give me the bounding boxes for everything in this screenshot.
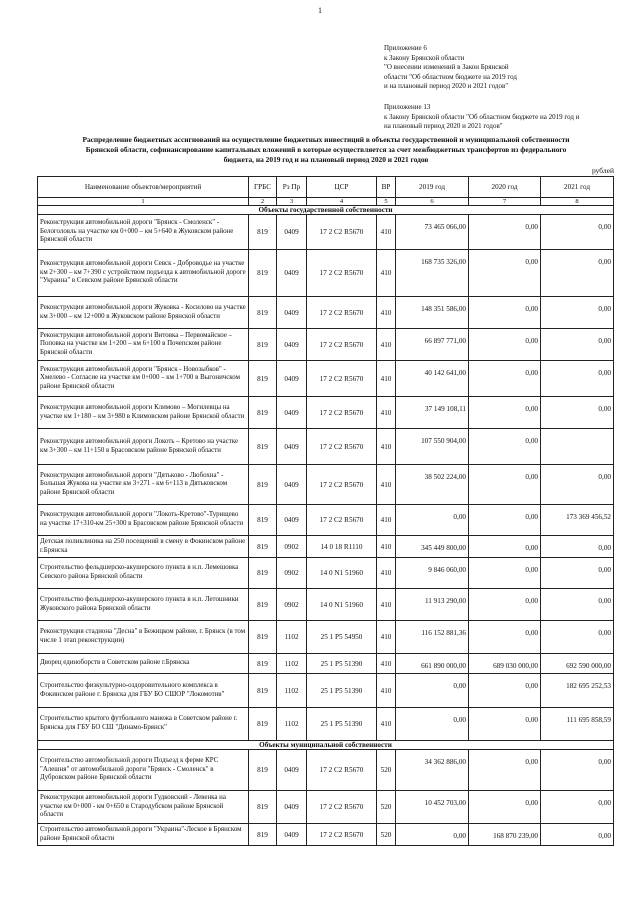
cell-2020: 0,00	[469, 215, 541, 250]
cell-2020: 0,00	[469, 361, 541, 397]
cell-vr: 410	[377, 297, 396, 329]
table-row	[38, 750, 614, 791]
cell-rzpr: 0902	[277, 589, 307, 621]
column-number-row	[38, 198, 614, 206]
cell-csr: 17 2 С2 R5670	[307, 215, 377, 250]
column-number: 1	[38, 198, 249, 206]
cell-rzpr: 0409	[277, 791, 307, 824]
cell-vr: 410	[377, 250, 396, 297]
cell-vr: 410	[377, 674, 396, 708]
cell-object-name: Строительство автомобильной дороги Подъезд к ферме КРС "Алешня" от автомобильной дороги "Брянск - Смоленск" в Дубровском районе Брянской области	[38, 750, 249, 791]
cell-object-name: Строительство крытого футбольного манежа в Советском районе г. Брянска для ГБУ БО СШ "Динамо-Брянск"	[38, 708, 249, 741]
cell-2021: 0,00	[541, 824, 614, 846]
currency-unit: рублей	[592, 166, 615, 175]
header-2021: 2021 год	[541, 177, 614, 198]
cell-object-name: Реконструкция автомобильной дороги Локоть – Кретово на участке км 3+300 – км 11+150 в Брасовском районе Брянской области	[38, 429, 249, 465]
section-title: Объекты государственной собственности	[38, 206, 614, 215]
cell-grbs: 819	[249, 750, 277, 791]
cell-vr: 410	[377, 215, 396, 250]
cell-rzpr: 0409	[277, 824, 307, 846]
cell-csr: 17 2 С2 R5670	[307, 505, 377, 536]
cell-2020: 0,00	[469, 505, 541, 536]
cell-vr: 410	[377, 329, 396, 361]
table-row	[38, 397, 614, 429]
cell-2019: 10 452 703,00	[396, 791, 469, 824]
cell-2021: 0,00	[541, 250, 614, 297]
appendix-line: Приложение 13	[384, 103, 431, 111]
appendix-6-note	[384, 44, 517, 92]
cell-object-name: Реконструкция автомобильной дороги Гудковский - Левенка на участке км 0+000 - км 0+650 в Стародубском районе Брянской области	[38, 791, 249, 824]
cell-2020: 168 870 239,00	[469, 824, 541, 846]
appendix-line: области "Об областном бюджете на 2019 год	[384, 72, 517, 81]
cell-2021: 111 695 858,59	[541, 708, 614, 741]
cell-csr: 25 1 P5 51390	[307, 708, 377, 741]
appendix-line: и на плановый период 2020 и 2021 годов"	[384, 82, 509, 90]
cell-object-name: Строительство фельдшерско-акушерского пункта в н.п. Летошники Жуковского района Брянской области	[38, 589, 249, 621]
cell-vr: 410	[377, 589, 396, 621]
column-number: 2	[249, 198, 277, 206]
cell-csr: 17 2 С2 R5670	[307, 750, 377, 791]
cell-2019: 168 735 326,00	[396, 250, 469, 297]
appendix-line: к Закону Брянской области	[384, 53, 465, 62]
header-2019: 2019 год	[396, 177, 469, 198]
cell-object-name: Строительство фельдшерско-акушерского пункта в н.п. Лемешовка Севского района Брянской области	[38, 558, 249, 589]
cell-rzpr: 0409	[277, 465, 307, 505]
cell-2019: 66 897 771,00	[396, 329, 469, 361]
cell-2021: 0,00	[541, 361, 614, 397]
cell-grbs: 819	[249, 397, 277, 429]
cell-vr: 520	[377, 750, 396, 791]
cell-grbs: 819	[249, 674, 277, 708]
cell-grbs: 819	[249, 589, 277, 621]
cell-2021: 0,00	[541, 558, 614, 589]
cell-2020: 0,00	[469, 465, 541, 505]
cell-rzpr: 0409	[277, 429, 307, 465]
cell-csr: 17 2 С2 R5670	[307, 361, 377, 397]
cell-object-name: Реконструкция автомобильной дороги Севск - Доброводье на участке км 2+300 – км 7+390 с устройством подъезда к автомобильной дороге "Украина" в Севском районе Брянской области	[38, 250, 249, 297]
cell-2020: 0,00	[469, 536, 541, 558]
column-number: 8	[541, 198, 614, 206]
cell-2021: 0,00	[541, 215, 614, 250]
header-vr: ВР	[377, 177, 396, 198]
cell-csr: 17 2 С2 R5670	[307, 250, 377, 297]
cell-rzpr: 0902	[277, 536, 307, 558]
cell-2021: 0,00	[541, 791, 614, 824]
cell-2019: 0,00	[396, 824, 469, 846]
cell-rzpr: 1102	[277, 708, 307, 741]
table-body	[38, 206, 614, 846]
cell-vr: 520	[377, 791, 396, 824]
cell-object-name: Дворец единоборств в Советском районе г.Брянска	[38, 654, 249, 674]
cell-2019: 40 142 641,00	[396, 361, 469, 397]
cell-vr: 410	[377, 505, 396, 536]
cell-vr: 410	[377, 536, 396, 558]
column-number: 3	[277, 198, 307, 206]
table-row	[38, 429, 614, 465]
cell-2020: 0,00	[469, 558, 541, 589]
page-number: 1	[318, 6, 322, 15]
cell-2019: 345 449 800,00	[396, 536, 469, 558]
cell-2019: 37 149 108,11	[396, 397, 469, 429]
cell-2019: 11 913 290,00	[396, 589, 469, 621]
title-line: Брянской области, софинансирование капитальных вложений в которые осуществляется за счет межбюджетных трансфертов из федерального	[85, 145, 567, 154]
cell-object-name: Реконструкция автомобильной дороги Витовка – Первомайское – Поповка на участке км 1+200 – км 6+100 в Почепском районе Брянской области	[38, 329, 249, 361]
cell-grbs: 819	[249, 505, 277, 536]
table-row	[38, 215, 614, 250]
cell-2020: 689 030 000,00	[469, 654, 541, 674]
cell-2021: 692 590 000,00	[541, 654, 614, 674]
section-row	[38, 741, 614, 750]
cell-grbs: 819	[249, 215, 277, 250]
header-2020: 2020 год	[469, 177, 541, 198]
column-number: 7	[469, 198, 541, 206]
cell-csr: 17 2 С2 R5670	[307, 297, 377, 329]
header-row	[38, 177, 614, 198]
cell-rzpr: 1102	[277, 674, 307, 708]
cell-2021: 0,00	[541, 621, 614, 654]
table-row	[38, 621, 614, 654]
cell-grbs: 819	[249, 297, 277, 329]
cell-csr: 17 2 С2 R5670	[307, 824, 377, 846]
table-row	[38, 250, 614, 297]
section-row	[38, 206, 614, 215]
table-row	[38, 708, 614, 741]
cell-csr: 25 1 P5 51390	[307, 654, 377, 674]
cell-2020: 0,00	[469, 708, 541, 741]
table-row	[38, 361, 614, 397]
cell-grbs: 819	[249, 824, 277, 846]
cell-grbs: 819	[249, 654, 277, 674]
cell-object-name: Детская поликлиника на 250 посещений в смену в Фокинском районе г.Брянска	[38, 536, 249, 558]
header-csr: ЦСР	[307, 177, 377, 198]
cell-grbs: 819	[249, 361, 277, 397]
cell-rzpr: 0409	[277, 505, 307, 536]
cell-2019: 107 550 904,00	[396, 429, 469, 465]
cell-object-name: Реконструкция автомобильной дороги "Локоть-Кретово"-Турищево на участке 17+310-км 25+300 в Брасовском районе Брянской области	[38, 505, 249, 536]
cell-rzpr: 0902	[277, 558, 307, 589]
cell-grbs: 819	[249, 708, 277, 741]
cell-rzpr: 0409	[277, 329, 307, 361]
cell-vr: 410	[377, 361, 396, 397]
cell-grbs: 819	[249, 791, 277, 824]
cell-grbs: 819	[249, 465, 277, 505]
cell-grbs: 819	[249, 329, 277, 361]
appendix-line: на плановый период 2020 и 2021 годов"	[384, 122, 503, 130]
section-title: Объекты муниципальной собственности	[38, 741, 614, 750]
column-number: 6	[396, 198, 469, 206]
cell-2019: 661 890 000,00	[396, 654, 469, 674]
cell-rzpr: 0409	[277, 397, 307, 429]
cell-2019: 0,00	[396, 505, 469, 536]
cell-2021: 0,00	[541, 397, 614, 429]
cell-object-name: Реконструкция автомобильной дороги Климово – Могилевцы на участке км 1+180 – км 3+980 в Климовском районе Брянской области	[38, 397, 249, 429]
cell-rzpr: 0409	[277, 297, 307, 329]
cell-rzpr: 0409	[277, 215, 307, 250]
cell-2021: 0,00	[541, 536, 614, 558]
cell-2019: 38 502 224,00	[396, 465, 469, 505]
cell-rzpr: 0409	[277, 250, 307, 297]
cell-object-name: Реконструкция автомобильной дороги "Брянск - Новозыбков" - Хмелево - Согласие на участке км 0+000 – км 1+700 в Выгоничском районе Брянской области	[38, 361, 249, 397]
table-row	[38, 558, 614, 589]
cell-object-name: Реконструкция автомобильной дороги "Дятьково - Любохна" - Большая Жукова на участке км 3+271 - км 6+113 в Дятьковском районе Брянской области	[38, 465, 249, 505]
cell-2021	[541, 429, 614, 465]
cell-2019: 148 351 586,00	[396, 297, 469, 329]
header-name: Наименование объектов/мероприятий	[38, 177, 249, 198]
cell-vr: 410	[377, 621, 396, 654]
cell-2019: 9 846 060,00	[396, 558, 469, 589]
cell-csr: 25 1 P5 51390	[307, 674, 377, 708]
cell-2021: 0,00	[541, 297, 614, 329]
table-row	[38, 536, 614, 558]
cell-grbs: 819	[249, 536, 277, 558]
cell-2021: 0,00	[541, 465, 614, 505]
cell-2019: 0,00	[396, 674, 469, 708]
header-rzpr: Рз Пр	[277, 177, 307, 198]
table-row	[38, 465, 614, 505]
cell-2020: 0,00	[469, 750, 541, 791]
appendix-line: Приложение 6	[384, 44, 427, 52]
cell-2021: 173 369 456,52	[541, 505, 614, 536]
table-row	[38, 824, 614, 846]
cell-2020: 0,00	[469, 791, 541, 824]
cell-2021: 182 695 252,53	[541, 674, 614, 708]
cell-rzpr: 0409	[277, 750, 307, 791]
appendix-line: к Закону Брянской области "Об областном бюджете на 2019 год и	[384, 112, 580, 121]
cell-grbs: 819	[249, 621, 277, 654]
cell-2020: 0,00	[469, 429, 541, 465]
header-grbs: ГРБС	[249, 177, 277, 198]
cell-2020: 0,00	[469, 397, 541, 429]
cell-rzpr: 1102	[277, 654, 307, 674]
cell-vr: 410	[377, 465, 396, 505]
cell-2020: 0,00	[469, 297, 541, 329]
appendix-line: "О внесении изменений в Закон Брянской	[384, 63, 509, 71]
cell-rzpr: 0409	[277, 361, 307, 397]
cell-2020: 0,00	[469, 250, 541, 297]
cell-2020: 0,00	[469, 674, 541, 708]
column-number: 5	[377, 198, 396, 206]
cell-grbs: 819	[249, 429, 277, 465]
title-line: бюджета, на 2019 год и на плановый период 2020 и 2021 годов	[223, 155, 429, 164]
cell-object-name: Строительство автомобильной дороги "Украина"-Леское в Брянском районе Брянской области	[38, 824, 249, 846]
table-row	[38, 505, 614, 536]
cell-vr: 410	[377, 558, 396, 589]
title-line: Распределение бюджетных ассигнований на осуществление бюджетных инвестиций в объекты государственной и муниципальной собственности	[82, 135, 570, 144]
cell-vr: 410	[377, 429, 396, 465]
cell-vr: 410	[377, 708, 396, 741]
cell-grbs: 819	[249, 558, 277, 589]
table-row	[38, 297, 614, 329]
cell-2021: 0,00	[541, 750, 614, 791]
table-row	[38, 589, 614, 621]
cell-vr: 410	[377, 397, 396, 429]
cell-csr: 14 0 N1 51960	[307, 589, 377, 621]
cell-2020: 0,00	[469, 329, 541, 361]
cell-2021: 0,00	[541, 589, 614, 621]
table-row	[38, 329, 614, 361]
cell-csr: 17 2 С2 R5670	[307, 397, 377, 429]
cell-grbs: 819	[249, 250, 277, 297]
table-row	[38, 654, 614, 674]
cell-object-name: Реконструкция автомобильной дороги Жуковка - Косилово на участке км 3+000 – км 12+000 в Жуковском районе Брянской области	[38, 297, 249, 329]
cell-2019: 73 465 066,00	[396, 215, 469, 250]
cell-csr: 17 2 С2 R5670	[307, 791, 377, 824]
cell-rzpr: 1102	[277, 621, 307, 654]
cell-csr: 14 0 18 R1110	[307, 536, 377, 558]
cell-2020: 0,00	[469, 621, 541, 654]
cell-csr: 14 0 N1 51960	[307, 558, 377, 589]
cell-2019: 116 152 881,36	[396, 621, 469, 654]
cell-object-name: Реконструкция автомобильной дороги "Брянск - Смоленск" - Белоголовль на участке км 0+000 – км 5+640 в Жуковском районе Брянской области	[38, 215, 249, 250]
cell-vr: 410	[377, 654, 396, 674]
cell-csr: 25 1 P5 54950	[307, 621, 377, 654]
cell-2019: 0,00	[396, 708, 469, 741]
budget-table	[37, 176, 614, 846]
appendix-13-note	[384, 103, 579, 132]
cell-csr: 17 2 С2 R5670	[307, 465, 377, 505]
table-row	[38, 791, 614, 824]
cell-2021: 0,00	[541, 329, 614, 361]
cell-2019: 34 362 886,00	[396, 750, 469, 791]
cell-2020: 0,00	[469, 589, 541, 621]
column-number: 4	[307, 198, 377, 206]
cell-vr: 520	[377, 824, 396, 846]
cell-object-name: Строительство физкультурно-оздоровительного комплекса в Фокинском районе г. Брянска для ГБУ БО СШОР "Локомотив"	[38, 674, 249, 708]
cell-csr: 17 2 С2 R5670	[307, 329, 377, 361]
document-title	[40, 135, 612, 165]
cell-object-name: Реконструкция стадиона "Десна" в Бежицком районе, г. Брянск (в том числе 1 этап реконструкции)	[38, 621, 249, 654]
table-row	[38, 674, 614, 708]
cell-csr: 17 2 С2 R5670	[307, 429, 377, 465]
